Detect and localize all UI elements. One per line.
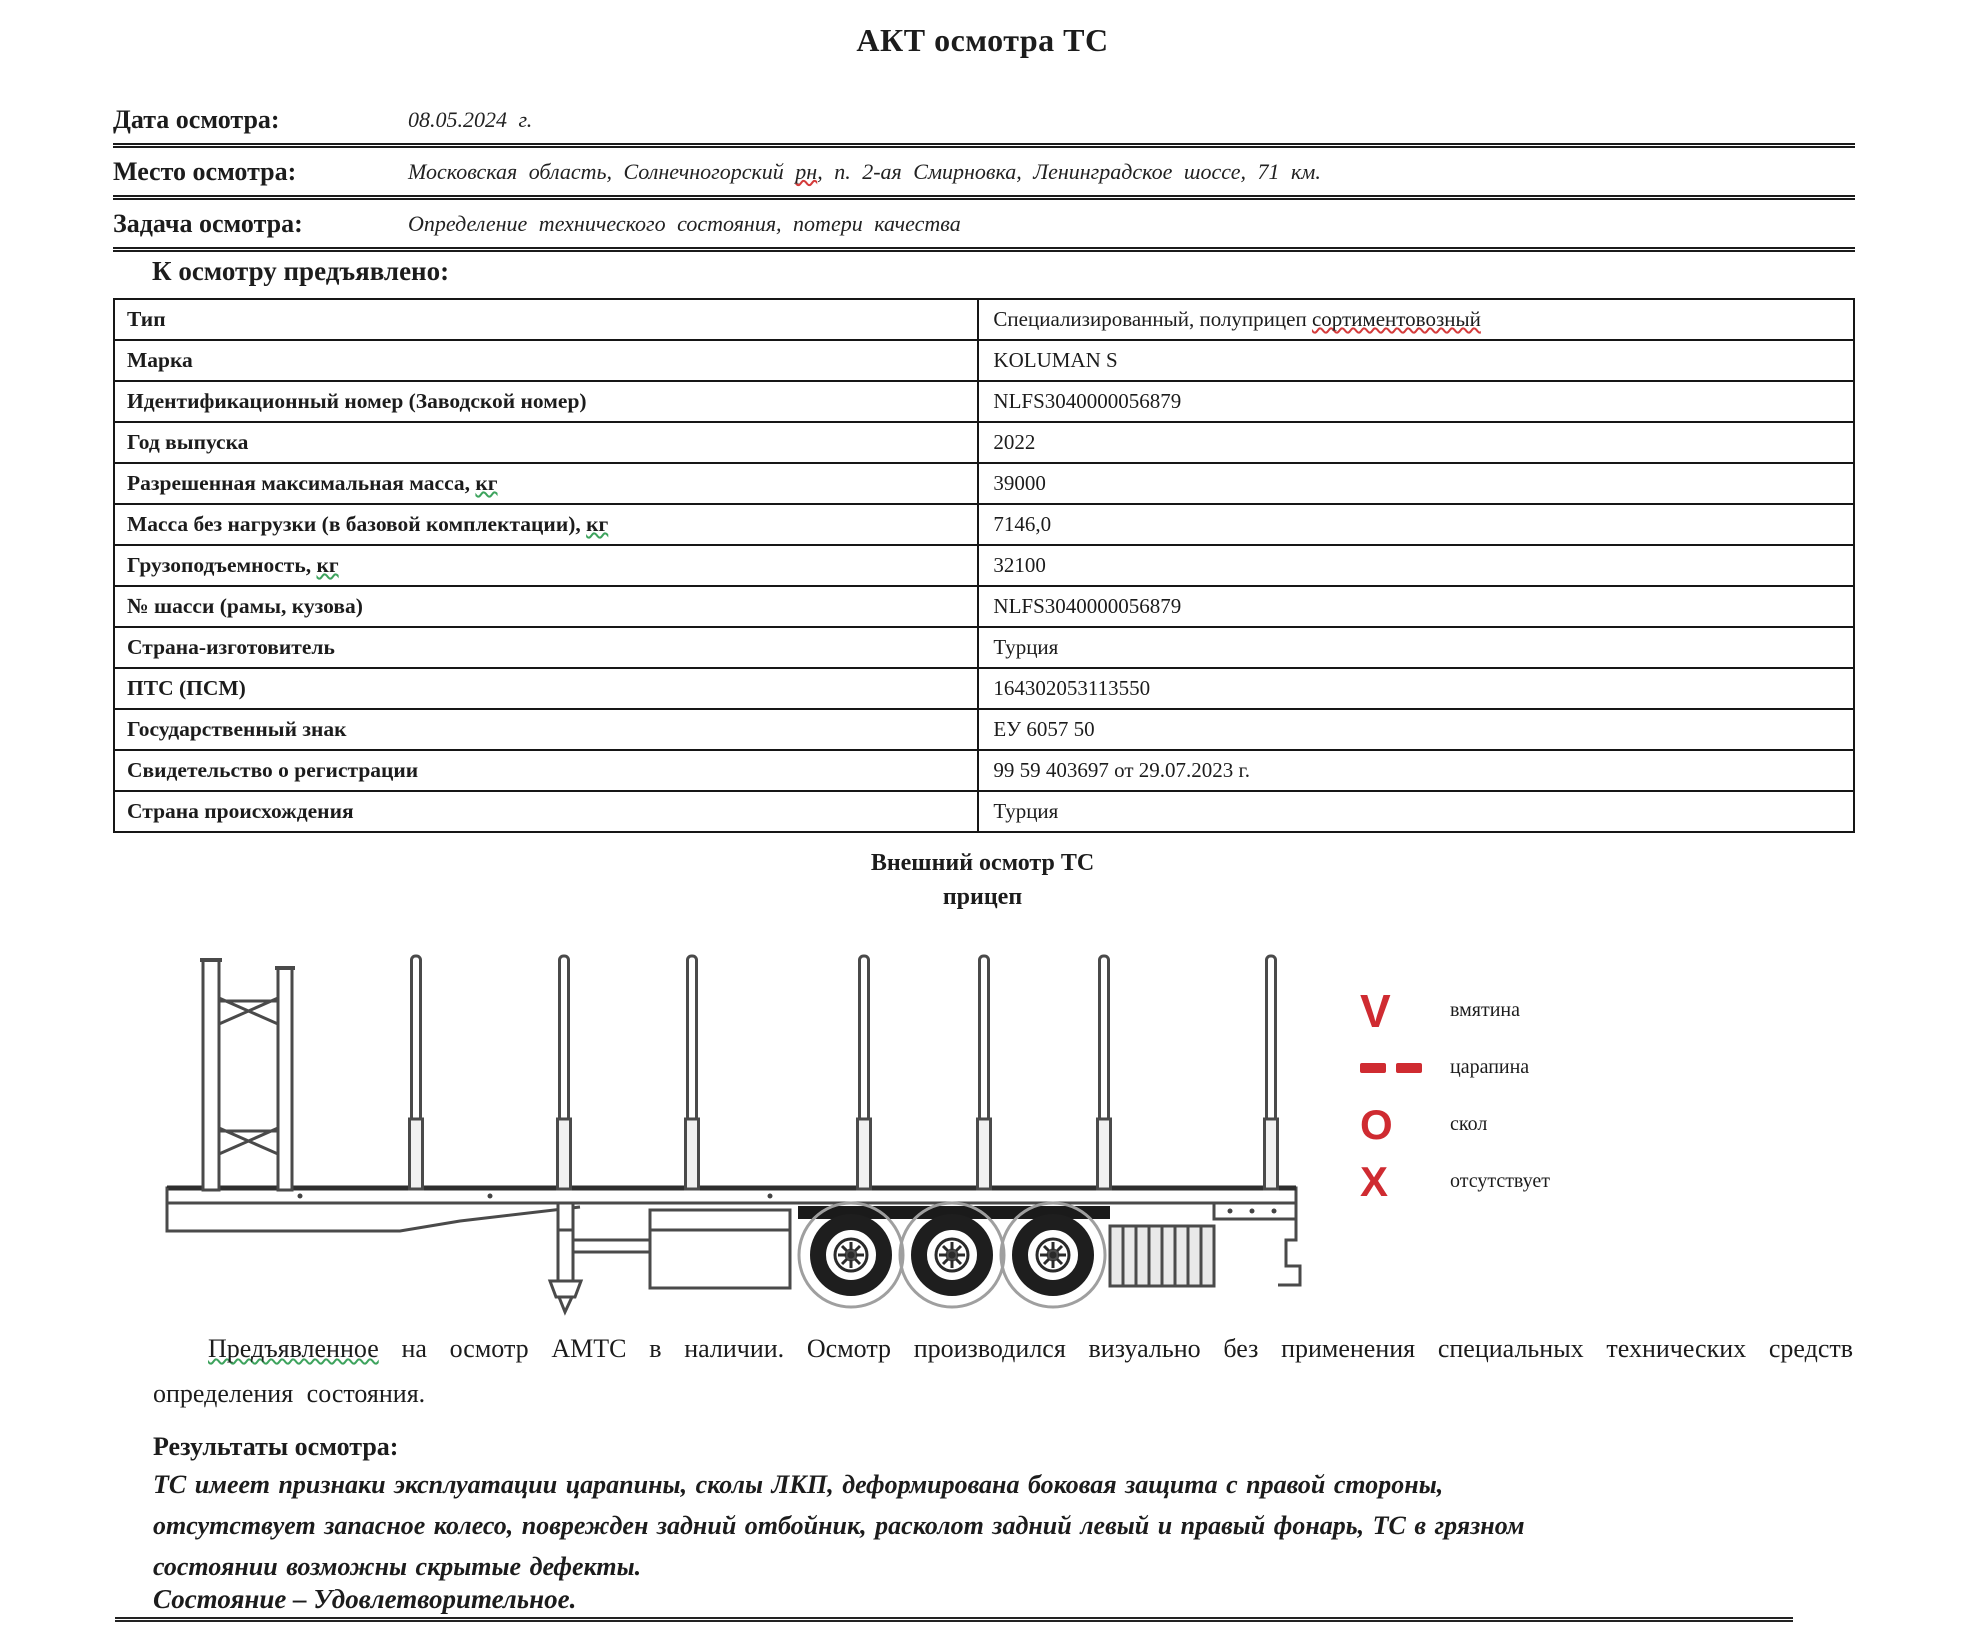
field-value: Определение технического состояния, потери качества: [408, 210, 961, 236]
row-label: Марка: [114, 340, 978, 381]
row-label: Идентификационный номер (Заводской номер): [114, 381, 978, 422]
bottom-rule: [115, 1617, 1793, 1622]
row-value: Турция: [978, 627, 1854, 668]
trailer-drawing: [150, 940, 1340, 1325]
table-row: [114, 381, 1854, 422]
row-label: ПТС (ПСМ): [114, 668, 978, 709]
results-heading: Результаты осмотра:: [153, 1432, 399, 1461]
legend-label: царапина: [1450, 1056, 1530, 1078]
row-label: Государственный знак: [114, 709, 978, 750]
table-row: [114, 504, 1854, 545]
scratch-symbol-icon: [1360, 1045, 1450, 1091]
table-row: [114, 586, 1854, 627]
table-row: [114, 668, 1854, 709]
presented-heading: К осмотру предъявлено:: [152, 256, 450, 286]
table-row: [114, 299, 1854, 340]
legend-item-dent: [1360, 982, 1680, 1039]
chip-symbol-icon: O: [1360, 1100, 1393, 1148]
legend-item-scratch: [1360, 1039, 1680, 1096]
row-value: Турция: [978, 791, 1854, 832]
row-value: Специализированный, полуприцеп сортиментовозный: [978, 299, 1854, 340]
row-value: KOLUMAN S: [978, 340, 1854, 381]
row-label: № шасси (рамы, кузова): [114, 586, 978, 627]
table-row: [114, 627, 1854, 668]
field-inspection-date: [113, 96, 1855, 148]
field-label: Задача осмотра:: [113, 208, 303, 238]
table-row: [114, 709, 1854, 750]
external-inspection-subheading: прицеп: [942, 884, 1023, 910]
page-title: АКТ осмотра ТС: [856, 22, 1109, 58]
row-label: Страна происхождения: [114, 791, 978, 832]
dent-symbol-icon: V: [1360, 984, 1391, 1037]
table-row: [114, 750, 1854, 791]
row-value: 7146,0: [978, 504, 1854, 545]
row-value: NLFS3040000056879: [978, 381, 1854, 422]
field-inspection-task: [113, 200, 1855, 252]
field-value: Московская область, Солнечногорский рн, п. 2-ая Смирновка, Ленинградское шоссе, 71 км.: [408, 158, 1321, 184]
table-row: [114, 422, 1854, 463]
row-value: 32100: [978, 545, 1854, 586]
spellcheck-green: кг: [475, 471, 498, 495]
spellcheck-red: сортиментовозный: [1311, 307, 1481, 331]
table-row: [114, 463, 1854, 504]
spellcheck-green: кг: [586, 512, 609, 536]
legend-label: скол: [1450, 1113, 1488, 1135]
row-value: 2022: [978, 422, 1854, 463]
missing-symbol-icon: X: [1360, 1157, 1389, 1205]
row-label: Свидетельство о регистрации: [114, 750, 978, 791]
row-value: 39000: [978, 463, 1854, 504]
row-value: ЕУ 6057 50: [978, 709, 1854, 750]
legend-item-chip: [1360, 1096, 1680, 1153]
field-label: Дата осмотра:: [113, 104, 280, 134]
row-label: Год выпуска: [114, 422, 978, 463]
table-row: [114, 545, 1854, 586]
external-inspection-heading: Внешний осмотр ТС: [870, 850, 1095, 876]
header-fields: [113, 96, 1855, 252]
row-label: Разрешенная максимальная масса, кг: [114, 463, 978, 504]
row-label: Грузоподъемность, кг: [114, 545, 978, 586]
field-inspection-place: [113, 148, 1855, 200]
spellcheck-green: кг: [316, 553, 339, 577]
legend-item-missing: [1360, 1153, 1680, 1210]
defect-legend: [1360, 982, 1680, 1210]
table-row: [114, 791, 1854, 832]
vehicle-table: [113, 298, 1855, 833]
results-body: ТС имеет признаки эксплуатации царапины, сколы ЛКП, деформирована боковая защита с правой стороны, отсутствует запасное колесо, поврежден задний отбойник, расколот задний левый и правый фонарь, ТС в грязном состоянии возможны скрытые дефекты.: [153, 1470, 1525, 1581]
legend-label: отсутствует: [1450, 1170, 1551, 1192]
row-value: NLFS3040000056879: [978, 586, 1854, 627]
spellcheck-green: Предъявленное: [208, 1334, 379, 1363]
row-label: Тип: [114, 299, 978, 340]
field-label: Место осмотра:: [113, 156, 297, 186]
condition-line: Состояние – Удовлетворительное.: [153, 1584, 577, 1614]
legend-label: вмятина: [1450, 999, 1520, 1021]
row-value: 164302053113550: [978, 668, 1854, 709]
row-label: Масса без нагрузки (в базовой комплектации), кг: [114, 504, 978, 545]
spellcheck-red: рн: [795, 158, 818, 184]
row-label: Страна-изготовитель: [114, 627, 978, 668]
availability-paragraph: Предъявленное на осмотр АМТС в наличии. Осмотр производился визуально без применения специальных технических средств определения состояния.: [153, 1334, 1853, 1408]
field-value: 08.05.2024 г.: [408, 106, 533, 132]
table-row: [114, 340, 1854, 381]
row-value: 99 59 403697 от 29.07.2023 г.: [978, 750, 1854, 791]
